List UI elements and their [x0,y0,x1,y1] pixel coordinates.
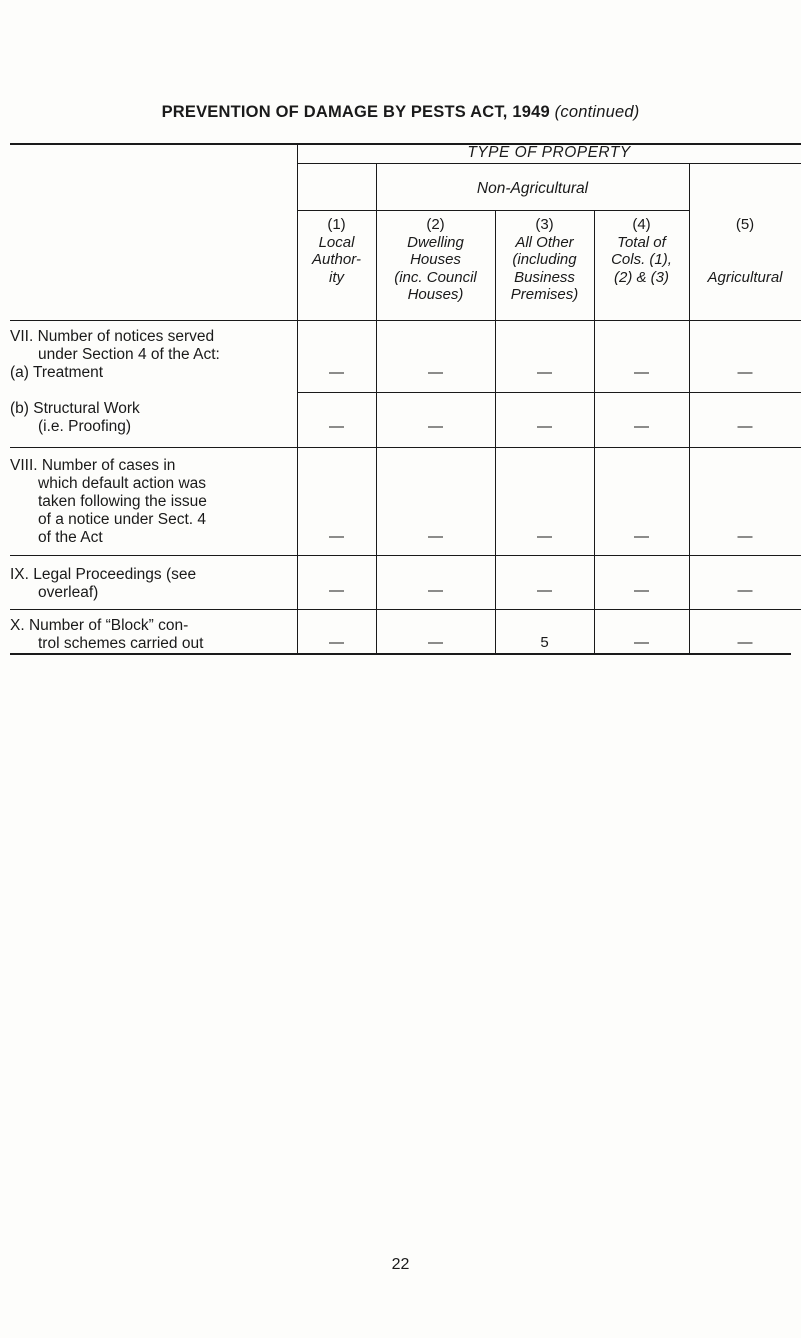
table-cell: — [537,364,552,381]
table-cell: — [329,634,344,651]
column-label-line: Agricultural [707,268,783,286]
table-cell: — [537,528,552,545]
group-header-rule [297,163,801,164]
table-cell: — [428,418,443,435]
table-cell: — [537,418,552,435]
table-cell: — [737,582,753,599]
header-bottom-rule [10,320,801,321]
row-label-line: IX. Legal Proceedings (see [10,566,197,583]
table-cell: — [634,418,649,435]
column-label-line: Dwelling [407,233,464,251]
column-label-line [689,234,801,252]
table-cell: — [428,582,443,599]
column-label-line: Cols. (1), [611,251,672,268]
table-cell: — [737,528,753,545]
table-cell: — [537,582,552,599]
column-number: (4) [632,216,651,233]
column-label-line: (including [512,251,577,268]
column-label-line: All Other [515,233,574,251]
table-cell: — [428,364,443,381]
row-label-line: VII. Number of notices served [10,328,215,345]
row-label-vii [10,328,288,382]
row-label-line: of the Act [38,529,103,546]
table-cell: — [737,418,753,435]
column-label-line: Total of [617,233,666,251]
page-number: 22 [391,1256,410,1273]
column-number: (2) [426,216,445,233]
column-label-line: (2) & (3) [613,268,669,286]
row-label-line: trol schemes carried out [38,635,204,652]
column-label-line: Business [514,268,575,286]
column-number: (3) [535,216,554,233]
column-header-4 [594,216,689,286]
row-label-line: (i.e. Proofing) [38,418,132,435]
row-rule [10,447,801,448]
column-header-2 [376,216,495,304]
page-title-text: PREVENTION OF DAMAGE BY PESTS ACT, 1949 [161,103,550,121]
row-rule [297,392,801,393]
column-header-5 [689,216,801,286]
row-label-line: VIII. Number of cases in [10,457,176,474]
table-cell: — [329,528,344,545]
table-cell: — [634,634,649,651]
table-cell: — [634,582,649,599]
column-label-line: Houses) [407,286,464,303]
column-header-1 [297,216,376,286]
row-label-line: taken following the issue [38,493,207,510]
column-number: (1) [327,216,346,233]
table-cell: — [634,528,649,545]
column-label-line [689,251,801,269]
page-title-suffix: (continued) [554,103,640,121]
row-label-line: which default action was [38,475,207,492]
row-label-line: overleaf) [38,584,99,601]
subgroup-header-rule [297,210,690,211]
table-cell: — [329,364,344,381]
row-label-line: (a) Treatment [10,364,104,381]
table-cell: — [428,634,443,651]
table-cell: — [428,528,443,545]
table-cell: — [329,418,344,435]
column-header-3 [495,216,594,304]
subgroup-header: Non-Agricultural [476,180,589,197]
row-label-ix [10,566,285,602]
column-label-line: Houses [410,251,461,268]
row-label-line: under Section 4 of the Act: [38,346,220,363]
row-rule [10,555,801,556]
column-label-line: Local [318,233,355,251]
table-bottom-rule [10,653,791,655]
table-cell: — [329,582,344,599]
row-label-viii [10,457,285,547]
column-label-line: ity [329,268,344,286]
column-label-line: (inc. Council [394,268,477,286]
row-label-line: (b) Structural Work [10,400,140,417]
row-label-line: X. Number of “Block” con- [10,617,189,634]
column-label-line: Author- [312,251,361,268]
row-label-x [10,617,285,653]
row-rule [10,609,801,610]
row-label-vii-b [10,400,288,436]
table-cell: — [737,364,753,381]
row-label-line: of a notice under Sect. 4 [38,511,207,528]
column-label-line: Premises) [510,286,579,303]
table-cell: — [634,364,649,381]
table-cell: — [737,634,753,651]
table-cell: 5 [540,634,549,651]
group-header: TYPE OF PROPERTY [467,144,631,161]
column-number: (5) [735,216,755,233]
